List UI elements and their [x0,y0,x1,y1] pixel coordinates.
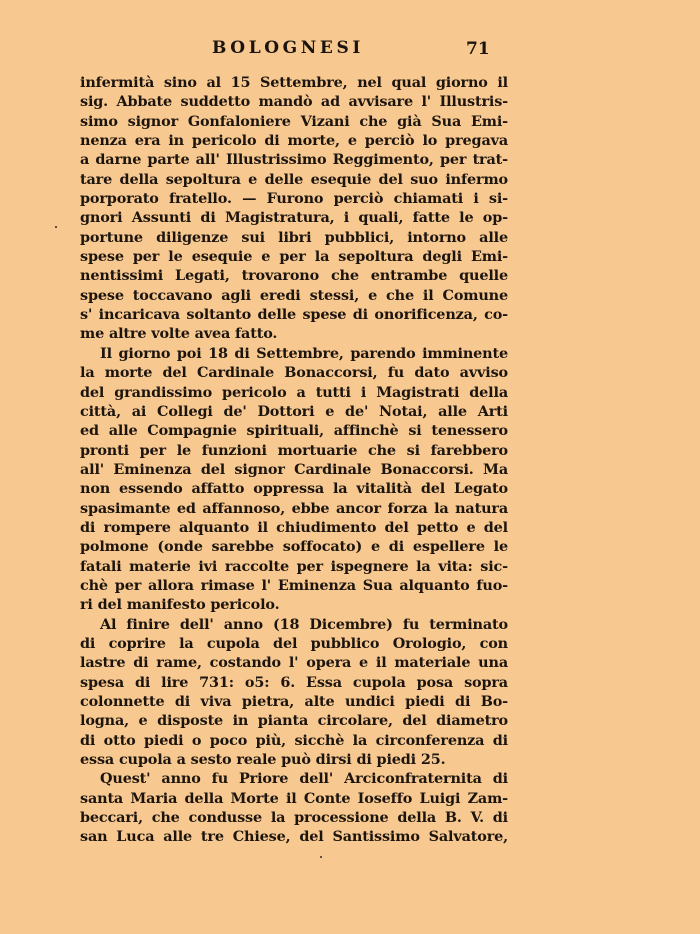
running-head [0,38,700,62]
text-line: all' Eminenza del signor Cardinale Bonaccorsi. Ma [80,460,508,478]
text-line: nentissimi Legati, trovarono che entrambe quelle [80,267,508,285]
text-line: chè per allora rimase l' Eminenza Sua alquanto fuo- [80,576,508,594]
text-line: porporato fratello. — Furono perciò chiamati i si- [80,190,508,208]
text-line: la morte del Cardinale Bonaccorsi, fu dato avviso [80,364,508,382]
paragraph-start-line: Quest' anno fu Priore dell' Arciconfraternita di [100,770,508,788]
text-line: del grandissimo pericolo a tutti i Magistrati della [80,383,508,401]
text-line: nenza era in pericolo di morte, e perciò lo pregava [80,132,508,150]
text-line: tare della sepoltura e delle esequie del suo infermo [80,170,508,188]
paper-speck [55,226,57,228]
body-text [80,73,508,847]
paper-speck [320,856,322,858]
text-line: di otto piedi o poco più, sicchè la circonferenza di [80,731,508,749]
text-line: di rompere alquanto il chiudimento del petto e del [80,518,508,536]
text-line: colonnette di viva pietra, alte undici piedi di Bo- [80,693,508,710]
page-number: 71 [466,39,490,59]
text-line: gnori Assunti di Magistratura, i quali, fatte le op- [80,209,508,227]
text-line: me altre volte avea fatto. [80,325,278,343]
text-line: santa Maria della Morte il Conte Ioseffo Luigi Zam- [80,789,508,807]
text-line: beccari, che condusse la processione della B. V. di [80,809,508,827]
text-line: lastre di rame, costando l' opera e il materiale una [80,654,508,672]
text-line: pronti per le funzioni mortuarie che si farebbero [80,441,508,459]
text-line: portune diligenze sui libri pubblici, intorno alle [80,228,508,246]
paragraph-start-line: Al finire dell' anno (18 Dicembre) fu terminato [100,615,508,633]
text-line: logna, e disposte in pianta circolare, del diametro [80,712,508,730]
text-line: spasimante ed affannoso, ebbe ancor forza la natura [80,499,508,517]
text-line: san Luca alle tre Chiese, del Santissimo Salvatore, [80,828,508,846]
text-line: città, ai Collegi de' Dottori e de' Notai, alle Arti [80,402,508,420]
text-line: a darne parte all' Illustrissimo Reggimento, per trat- [80,151,508,169]
text-line: sig. Abbate suddetto mandò ad avvisare l' Illustris- [80,93,508,111]
running-title: BOLOGNESI [212,38,364,58]
text-line: polmone (onde sarebbe soffocato) e di espellere le [80,538,508,556]
text-line: s' incaricava soltanto delle spese di onorificenza, co- [80,306,508,324]
text-line: ed alle Compagnie spirituali, affinchè si tenessero [80,422,508,440]
text-line: fatali materie ivi raccolte per ispegnere la vita: sic- [80,557,508,575]
text-line: spese toccavano agli eredi stessi, e che il Comune [80,286,508,304]
text-line: spese per le esequie e per la sepoltura degli Emi- [80,248,508,266]
text-line: essa cupola a sesto reale può dirsi di piedi 25. [80,751,446,769]
text-line: simo signor Gonfaloniere Vizani che già Sua Emi- [80,112,508,130]
text-line: di coprire la cupola del pubblico Orologio, con [80,634,508,652]
text-line: non essendo affatto oppressa la vitalità del Legato [80,480,508,498]
text-line: spesa di lire 731: o5: 6. Essa cupola posa sopra [80,673,508,691]
text-line: ri del manifesto pericolo. [80,596,280,614]
text-line: infermità sino al 15 Settembre, nel qual giorno il [80,74,508,91]
paragraph-start-line: Il giorno poi 18 di Settembre, parendo imminente [100,344,508,362]
